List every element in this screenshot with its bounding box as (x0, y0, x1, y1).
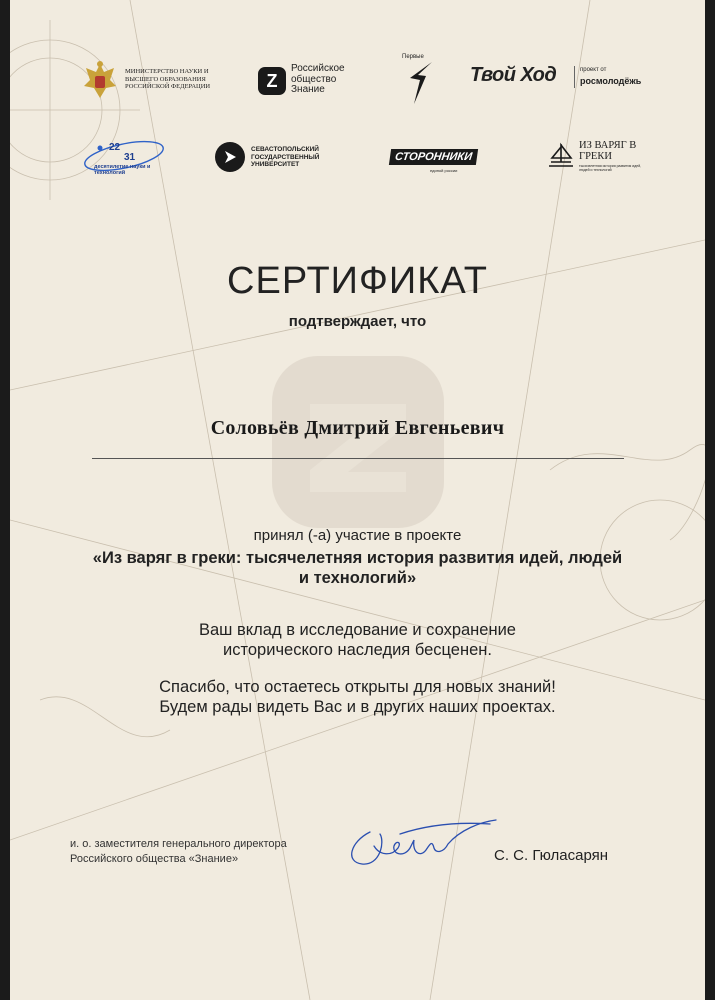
contribution-text-content: Ваш вклад в исследование и сохранение исторического наследия бесценен. (199, 621, 516, 659)
rosmolodezh-label: росмолодёжь (580, 76, 642, 86)
thanks-text-content: Спасибо, что остаетесь открыты для новых знаний! Будем рады видеть Вас и в других наших проектах. (159, 678, 556, 716)
signer-role-line1: и. о. заместителя генерального директора (70, 838, 287, 850)
participation-text: принял (-а) участие в проекте (253, 527, 462, 544)
pervye-label: Первые (402, 54, 424, 60)
sevgu-emblem-icon (215, 142, 245, 172)
signer-role (70, 837, 287, 867)
znanie-logo (258, 64, 378, 100)
znanie-watermark (268, 352, 448, 532)
pervye-logo (400, 54, 440, 106)
project-title (10, 548, 705, 588)
znanie-name: Российское общество Знание (291, 63, 345, 95)
storonniki-title: СТОРОННИКИ (389, 149, 478, 165)
certificate-title: СЕРТИФИКАТ (227, 260, 488, 302)
storonniki-subtitle: единой россии (430, 168, 458, 173)
eagle-emblem-icon (80, 58, 120, 102)
proekt-ot-label: проект от (580, 67, 607, 73)
decade-number-end: 31 (124, 152, 136, 163)
signer-role-line2: Российского общества «Знание» (70, 853, 239, 865)
znanie-icon: Z (258, 67, 286, 95)
decade-number-start: 22 (109, 142, 121, 153)
thanks-text (10, 677, 705, 717)
handwritten-signature (340, 812, 500, 872)
logo-divider (574, 66, 575, 88)
certificate-subtitle: подтверждает, что (288, 313, 427, 330)
decade-text: десятилетие науки и технологий (94, 164, 151, 176)
name-underline (92, 458, 624, 459)
storonniki-logo (390, 146, 500, 176)
varyag-logo (547, 140, 657, 176)
varyag-title: ИЗ ВАРЯГ В ГРЕКИ (579, 140, 637, 162)
tvoi-hod-logo (470, 62, 650, 92)
decade-science-logo (82, 134, 167, 180)
ministry-name: МИНИСТЕРСТВО НАУКИ И ВЫСШЕГО ОБРАЗОВАНИЯ РОССИЙСКОЙ ФЕДЕРАЦИИ (125, 68, 211, 90)
ministry-logo (80, 58, 230, 102)
ship-icon (547, 142, 575, 168)
certificate-page (10, 0, 705, 1000)
project-title-text: «Из варяг в греки: тысячелетняя история развития идей, людей и технологий» (92, 549, 623, 587)
tvoi-hod-title: Твой Ход (470, 64, 557, 86)
contribution-text (10, 620, 705, 660)
sevgu-logo (215, 142, 355, 174)
recipient-name: Соловьёв Дмитрий Евгеньевич (210, 417, 505, 439)
signer-name: С. С. Гюласарян (494, 847, 609, 864)
pervye-mark-icon (406, 62, 434, 104)
varyag-subtitle: тысячелетняя история развития идей, людей и технологий (579, 164, 642, 172)
sevgu-name: СЕВАСТОПОЛЬСКИЙ ГОСУДАРСТВЕННЫЙ УНИВЕРСИТЕТ (251, 146, 320, 168)
